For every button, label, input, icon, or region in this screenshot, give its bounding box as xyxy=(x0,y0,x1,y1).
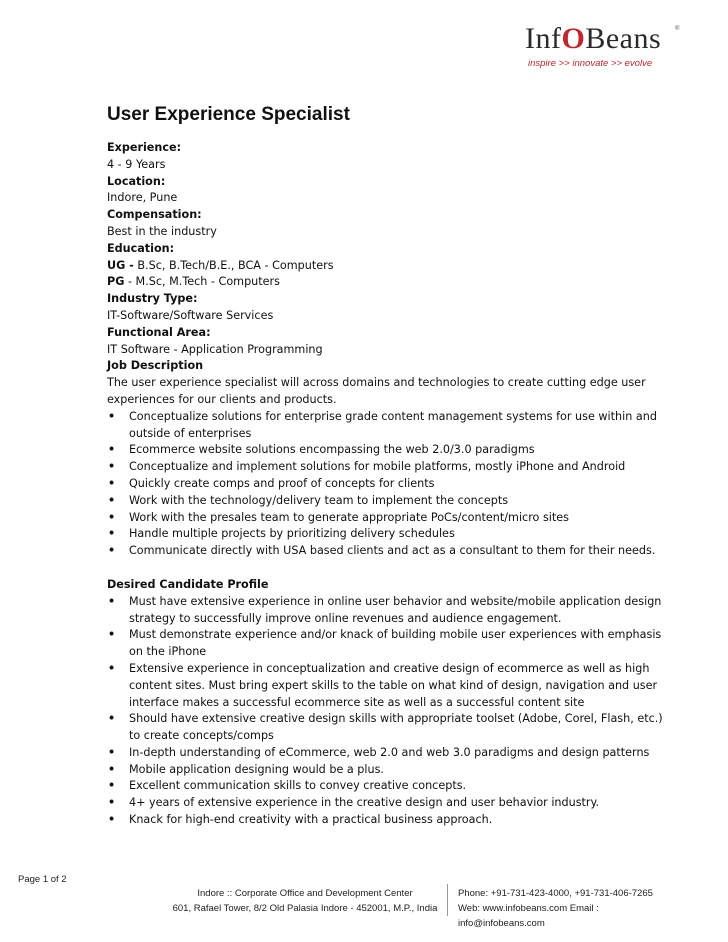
bullet: • xyxy=(108,745,116,759)
field-value-location: Indore, Pune xyxy=(107,191,178,205)
list-item-text: Extensive experience in conceptualization and creative design of ecommerce as well as high content sites. Must bring expert skills to the table on what kind of design, navigation and user interface makes a successful ecommerce site as well as a successful content site xyxy=(129,661,658,709)
list-item-text: 4+ years of extensive experience in the creative design and user behavior industry. xyxy=(129,796,600,810)
footer-office-address: 601, Rafael Tower, 8/2 Old Palasia Indore - 452001, M.P., India xyxy=(172,903,438,914)
list-item xyxy=(107,594,667,628)
bullet: • xyxy=(108,813,116,827)
list-item xyxy=(107,661,667,711)
logo-bean-o: O xyxy=(561,22,586,55)
list-item xyxy=(107,409,667,443)
page-number: Page 1 of 2 xyxy=(18,874,67,885)
registered-mark: ® xyxy=(675,26,680,32)
bullet: • xyxy=(108,460,116,474)
list-item xyxy=(107,459,667,476)
section-spacer xyxy=(107,560,667,577)
field-label-experience: Experience: xyxy=(107,141,182,154)
company-logo xyxy=(525,22,685,74)
list-item xyxy=(107,795,667,812)
footer-address xyxy=(165,886,445,916)
list-item-text: Mobile application designing would be a plus. xyxy=(129,762,384,776)
logo-tagline: inspire >> innovate >> evolve xyxy=(528,58,653,69)
list-item xyxy=(107,762,667,779)
education-pg xyxy=(107,274,667,291)
list-item-text: Work with the presales team to generate appropriate PoCs/content/micro sites xyxy=(129,510,569,524)
job-description-intro: The user experience specialist will across domains and technologies to create cutting edge user experiences for our clients and products. xyxy=(107,376,646,406)
education-ug-label: UG - xyxy=(107,258,134,272)
bullet: • xyxy=(108,476,116,490)
list-item-text: Excellent communication skills to convey creative concepts. xyxy=(129,779,467,793)
list-item-text: Conceptualize and implement solutions for mobile platforms, mostly iPhone and Android xyxy=(129,460,626,474)
list-item-text: Quickly create comps and proof of concepts for clients xyxy=(129,476,435,490)
footer-phone: Phone: +91-731-423-4000, +91-731-406-7265 xyxy=(458,888,653,899)
list-item-text: Conceptualize solutions for enterprise grade content management systems for use within and outside of enterprises xyxy=(129,409,657,440)
list-item-text: Handle multiple projects by prioritizing delivery schedules xyxy=(129,527,455,541)
list-item-text: Should have extensive creative design skills with appropriate toolset (Adobe, Corel, Flash, etc.) to create concepts/comps xyxy=(129,712,663,743)
page-title: User Experience Specialist xyxy=(107,104,350,125)
bullet: • xyxy=(108,510,116,524)
bullet: • xyxy=(108,661,116,675)
bullet: • xyxy=(108,527,116,541)
list-item xyxy=(107,442,667,459)
list-item-text: Knack for high-end creativity with a practical business approach. xyxy=(129,813,493,827)
bullet: • xyxy=(108,409,116,423)
field-label-functional-area: Functional Area: xyxy=(107,325,211,339)
job-description-list xyxy=(107,409,667,560)
job-description-heading: Job Description xyxy=(107,359,204,373)
education-ug-value: B.Sc, B.Tech/B.E., BCA - Computers xyxy=(133,258,334,272)
footer-contact xyxy=(458,886,688,931)
bullet: • xyxy=(108,628,116,642)
bullet: • xyxy=(108,762,116,776)
list-item-text: Work with the technology/delivery team to implement the concepts xyxy=(129,493,509,507)
list-item-text: Ecommerce website solutions encompassing the web 2.0/3.0 paradigms xyxy=(129,443,535,457)
education-pg-value: - M.Sc, M.Tech - Computers xyxy=(124,275,280,289)
list-item-text: Must have extensive experience in online user behavior and website/mobile application design strategy to successfully improve online revenues and audience engagement. xyxy=(129,594,662,625)
bullet: • xyxy=(108,779,116,793)
job-details xyxy=(107,140,667,829)
field-value-functional-area: IT Software - Application Programming xyxy=(107,342,323,356)
list-item xyxy=(107,778,667,795)
list-item xyxy=(107,711,667,745)
bullet: • xyxy=(108,796,116,810)
candidate-profile-list xyxy=(107,594,667,829)
list-item xyxy=(107,543,667,560)
field-label-industry: Industry Type: xyxy=(107,292,198,306)
list-item-text: Communicate directly with USA based clients and act as a consultant to them for their needs. xyxy=(129,544,656,558)
logo-text-part2: Beans xyxy=(585,22,662,55)
list-item-text: Must demonstrate experience and/or knack of building mobile user experiences with emphasis on the iPhone xyxy=(129,628,662,659)
field-value-industry: IT-Software/Software Services xyxy=(107,308,274,322)
footer-office-title: Indore :: Corporate Office and Development Center xyxy=(197,888,413,899)
list-item xyxy=(107,812,667,829)
list-item xyxy=(107,476,667,493)
bullet: • xyxy=(108,712,116,726)
bullet: • xyxy=(108,443,116,457)
logo-wordmark xyxy=(525,22,661,56)
document-body xyxy=(107,103,667,829)
list-item xyxy=(107,745,667,762)
list-item xyxy=(107,627,667,661)
list-item xyxy=(107,493,667,510)
education-ug xyxy=(107,258,667,275)
bullet: • xyxy=(108,594,116,608)
candidate-profile-heading: Desired Candidate Profile xyxy=(107,577,269,591)
list-item-text: In-depth understanding of eCommerce, web 2.0 and web 3.0 paradigms and design patterns xyxy=(129,745,650,759)
education-pg-label: PG xyxy=(107,275,125,289)
field-value-compensation: Best in the industry xyxy=(107,224,217,238)
list-item xyxy=(107,526,667,543)
bullet: • xyxy=(108,544,116,558)
field-label-education: Education: xyxy=(107,241,175,255)
logo-text-part1: Inf xyxy=(525,22,562,55)
field-label-compensation: Compensation: xyxy=(107,208,202,222)
field-value-experience: 4 - 9 Years xyxy=(107,157,166,171)
footer-web-email: Web: www.infobeans.com Email : info@infobeans.com xyxy=(458,903,599,929)
list-item xyxy=(107,510,667,527)
bullet: • xyxy=(108,493,116,507)
field-label-location: Location: xyxy=(107,174,166,188)
footer-divider xyxy=(447,884,448,916)
